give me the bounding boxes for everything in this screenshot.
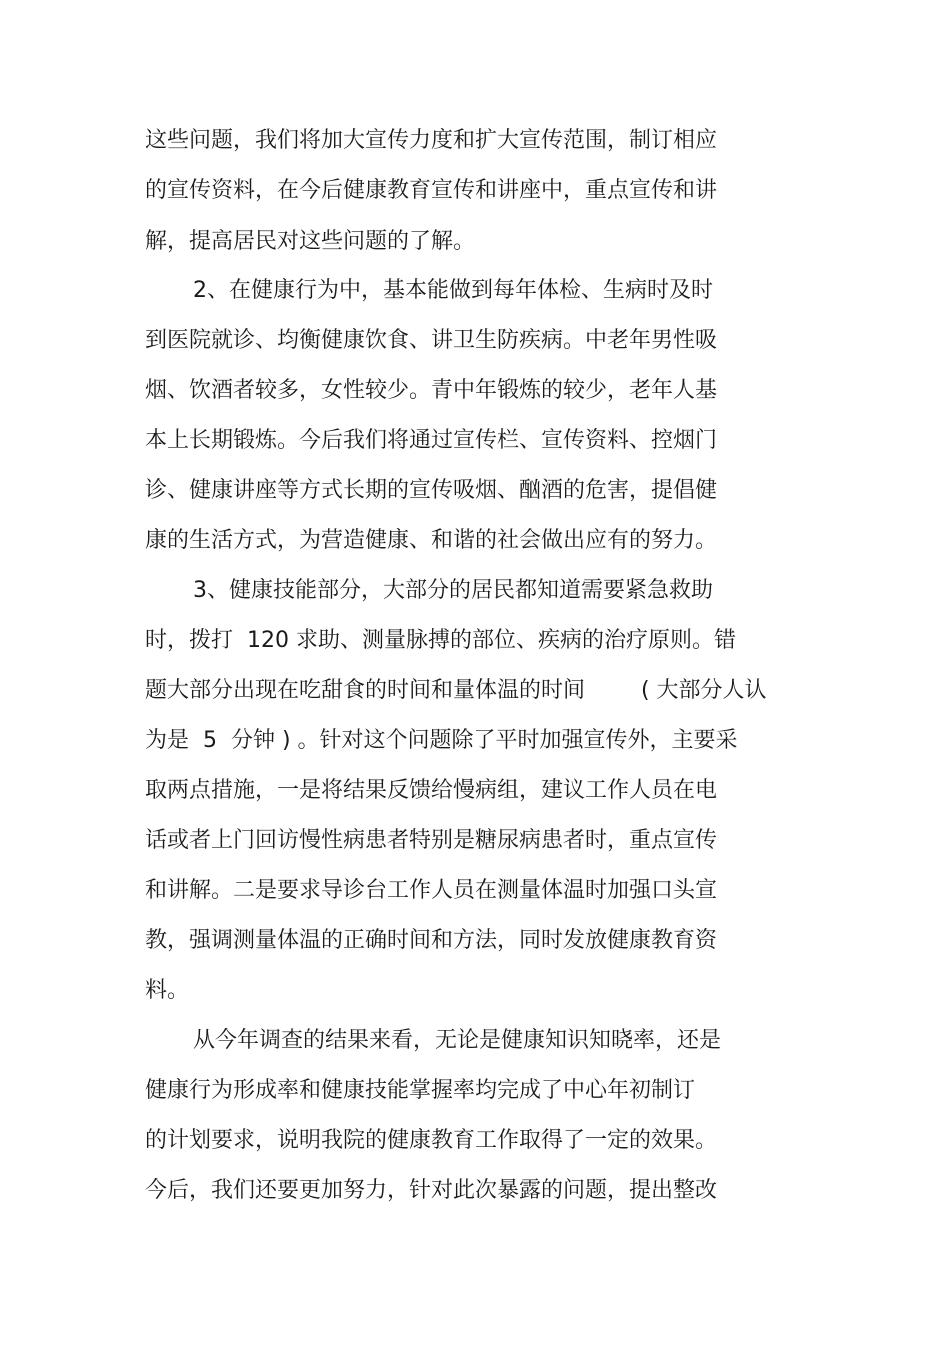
text-line: 的宣传资料，在今后健康教育宣传和讲座中，重点宣传和讲 [145,178,718,203]
text-line: 和讲解。二是要求导诊台工作人员在测量体温时加强口头宣 [145,878,718,903]
text-line: 烟、饮酒者较多，女性较少。青中年锻炼的较少，老年人基 [145,378,718,403]
text-line: 题大部分出现在吃甜食的时间和量体温的时间 ( 大部分人认 [145,678,767,703]
text-line: 到医院就诊、均衡健康饮食、讲卫生防疾病。中老年男性吸 [145,328,718,353]
text-line: 本上长期锻炼。今后我们将通过宣传栏、宣传资料、控烟门 [145,428,718,453]
text-line: 健康行为形成率和健康技能掌握率均完成了中心年初制订 [145,1078,696,1103]
text-line: 料。 [145,978,190,1003]
text-line: 为是 5 分钟 ) 。针对这个问题除了平时加强宣传外，主要采 [145,728,738,753]
text-line: 康的生活方式，为营造健康、和谐的社会做出应有的努力。 [145,528,718,553]
text-line: 解，提高居民对这些问题的了解。 [145,229,476,254]
text-line: 2、在健康行为中，基本能做到每年体检、生病时及时 [193,278,713,303]
text-line: 的计划要求，说明我院的健康教育工作取得了一定的效果。 [145,1128,718,1153]
text-line: 这些问题，我们将加大宣传力度和扩大宣传范围，制订相应 [145,128,718,153]
text-line: 3、健康技能部分，大部分的居民都知道需要紧急救助 [193,578,713,603]
text-line: 今后，我们还要更加努力，针对此次暴露的问题，提出整改 [145,1178,718,1203]
text-line: 诊、健康讲座等方式长期的宣传吸烟、酗酒的危害，提倡健 [145,478,718,503]
text-line: 时，拨打 120 求助、测量脉搏的部位、疾病的治疗原则。错 [145,628,736,653]
text-line: 取两点措施，一是将结果反馈给慢病组，建议工作人员在电 [145,778,718,803]
text-line: 教，强调测量体温的正确时间和方法，同时发放健康教育资 [145,928,718,953]
text-line: 话或者上门回访慢性病患者特别是糖尿病患者时，重点宣传 [145,828,718,853]
text-line: 从今年调查的结果来看，无论是健康知识知晓率，还是 [193,1028,722,1053]
